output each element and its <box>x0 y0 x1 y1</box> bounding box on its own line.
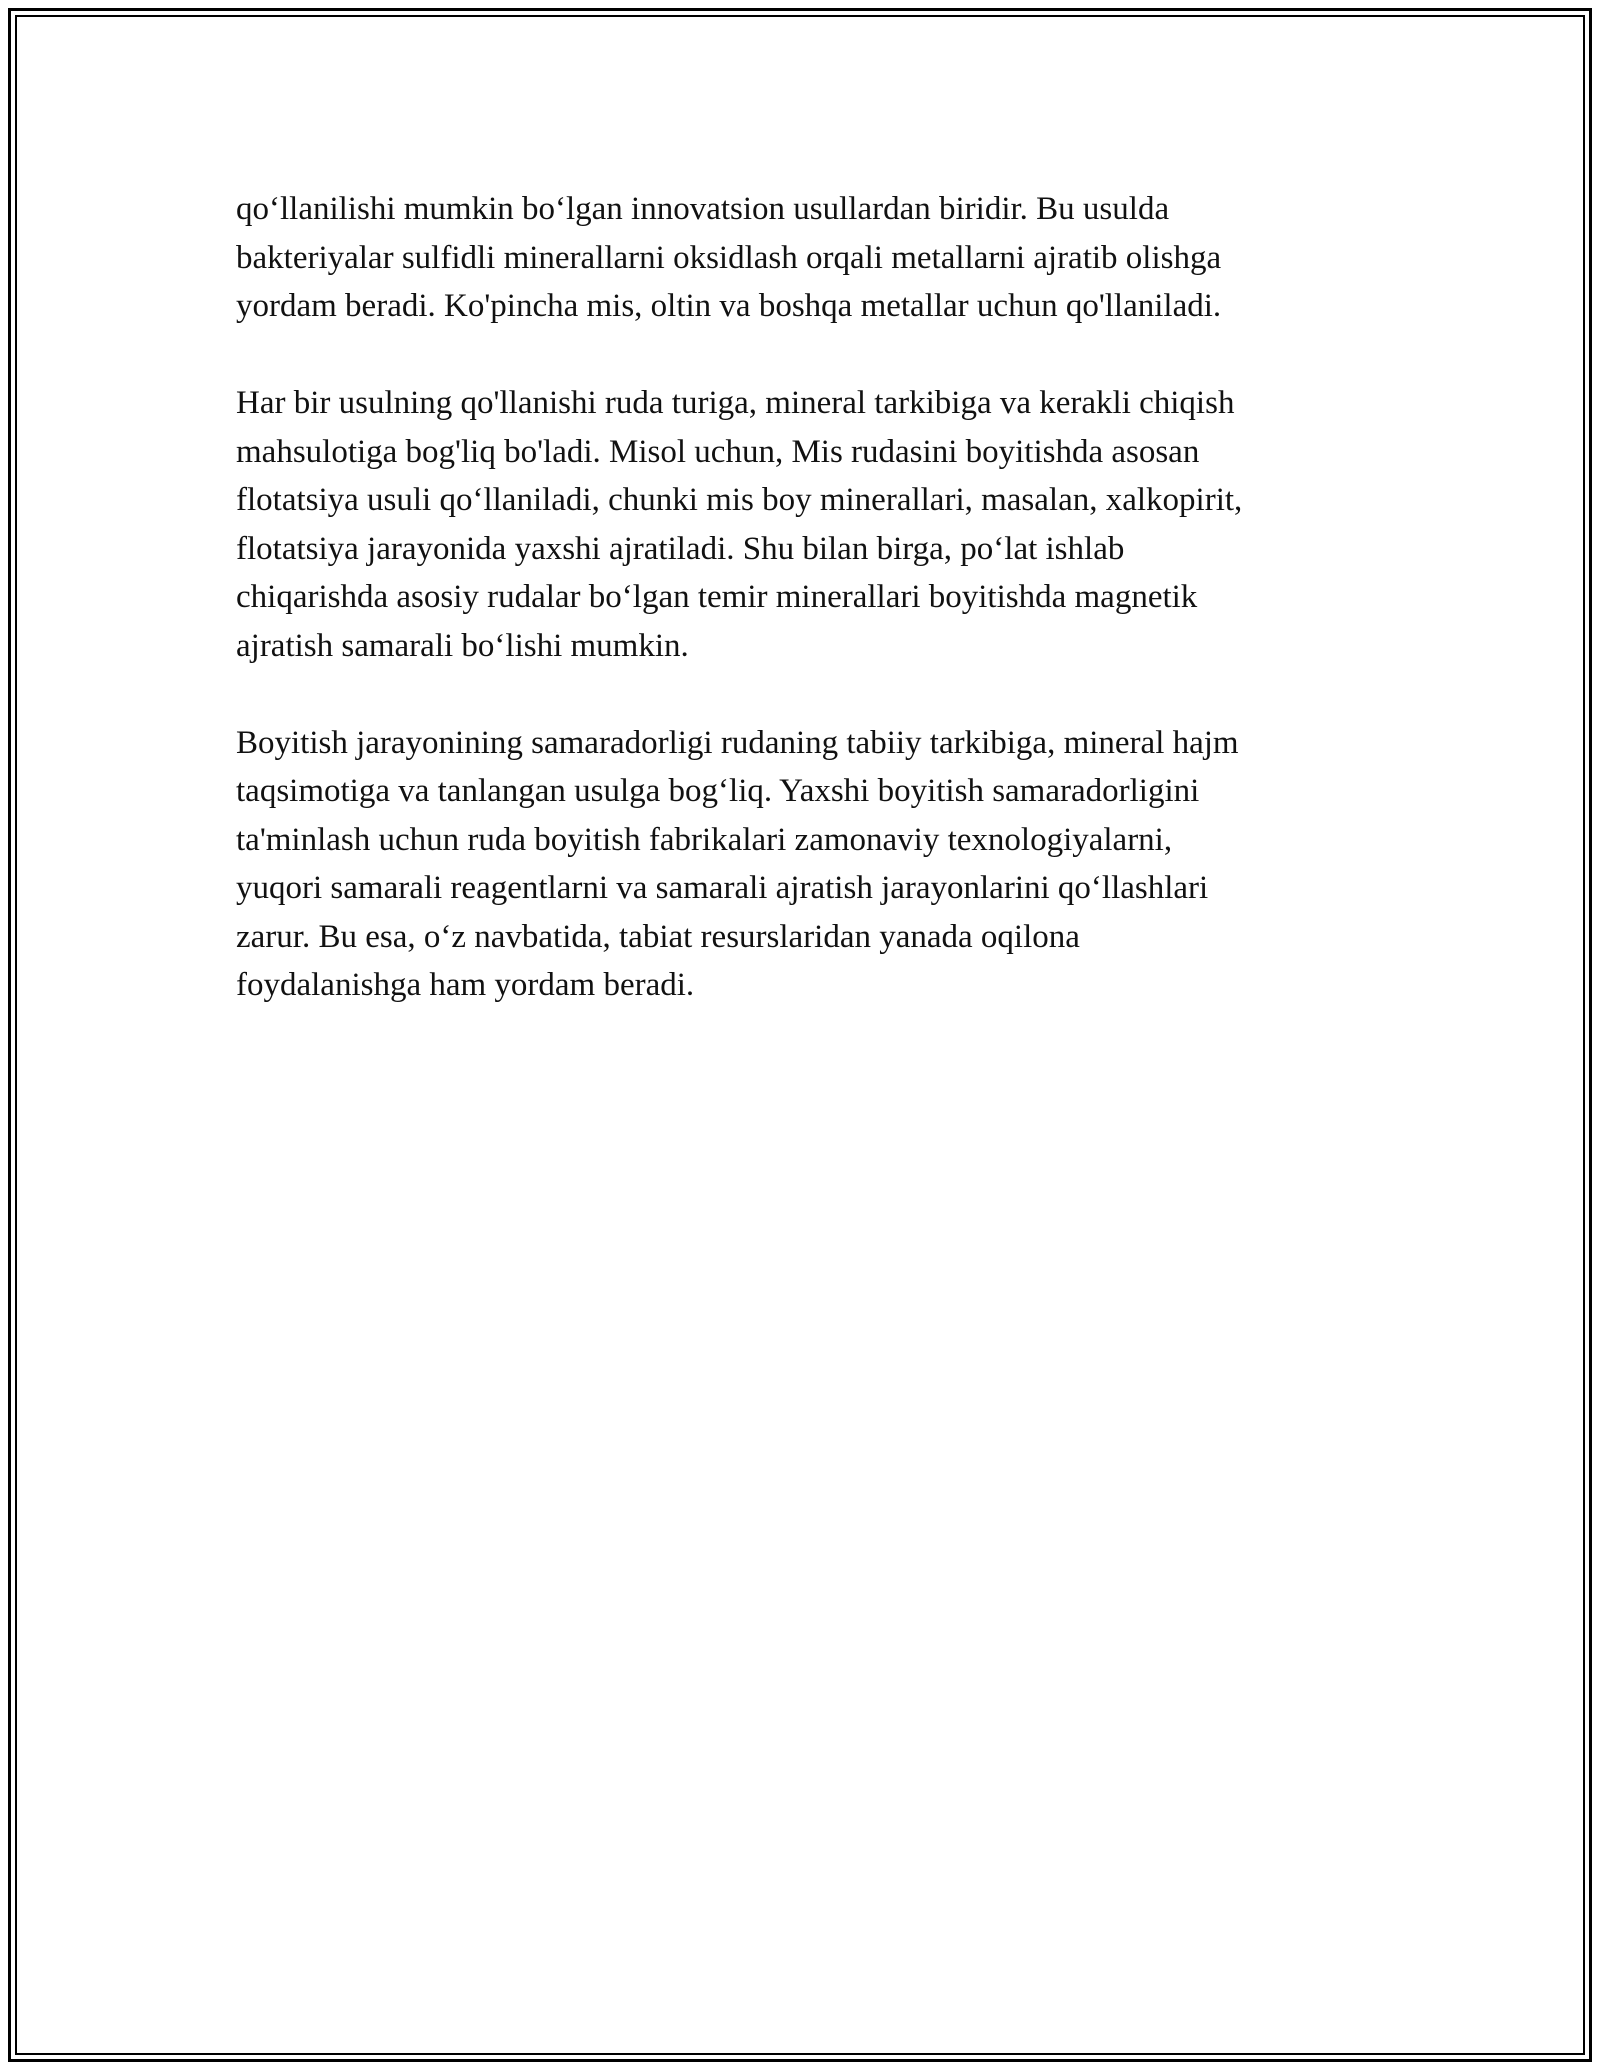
text-line: chiqarishda asosiy rudalar bo‘lgan temir minerallari boyitishda magnetik <box>236 579 1198 615</box>
paragraph-3 <box>236 719 1376 1010</box>
text-line: bakteriyalar sulfidli minerallarni oksidlash orqali metallarni ajratib olishga <box>236 239 1222 276</box>
text-line: Boyitish jarayonining samaradorligi rudaning tabiiy tarkibiga, mineral hajm <box>236 724 1239 761</box>
text-line: zarur. Bu esa, o‘z navbatida, tabiat resurslaridan yanada oqilona <box>236 918 1080 955</box>
text-line: yuqori samarali reagentlarni va samarali ajratish jarayonlarini qo‘llashlari <box>236 870 1209 906</box>
text-line: ta'minlash uchun ruda boyitish fabrikalari zamonaviy texnologiyalarni, <box>236 821 1173 858</box>
paragraph-1 <box>236 185 1376 331</box>
document-body <box>236 185 1376 1058</box>
paragraph-2 <box>236 379 1376 670</box>
text-line: ajratish samarali bo‘lishi mumkin. <box>236 627 689 664</box>
text-line: mahsulotiga bog'liq bo'ladi. Misol uchun, Mis rudasini boyitishda asosan <box>236 433 1200 470</box>
text-line: flotatsiya usuli qo‘llaniladi, chunki mis boy minerallari, masalan, xalkopirit, <box>236 482 1243 518</box>
text-line: qo‘llanilishi mumkin bo‘lgan innovatsion usullardan biridir. Bu usulda <box>236 191 1170 227</box>
text-line: yordam beradi. Ko'pincha mis, oltin va boshqa metallar uchun qo'llaniladi. <box>236 288 1222 324</box>
text-line: foydalanishga ham yordam beradi. <box>236 967 695 1003</box>
text-line: flotatsiya jarayonida yaxshi ajratiladi. Shu bilan birga, po‘lat ishlab <box>236 530 1125 567</box>
text-line: Har bir usulning qo'llanishi ruda turiga, mineral tarkibiga va kerakli chiqish <box>236 385 1235 421</box>
text-line: taqsimotiga va tanlangan usulga bog‘liq. Yaxshi boyitish samaradorligini <box>236 773 1200 809</box>
